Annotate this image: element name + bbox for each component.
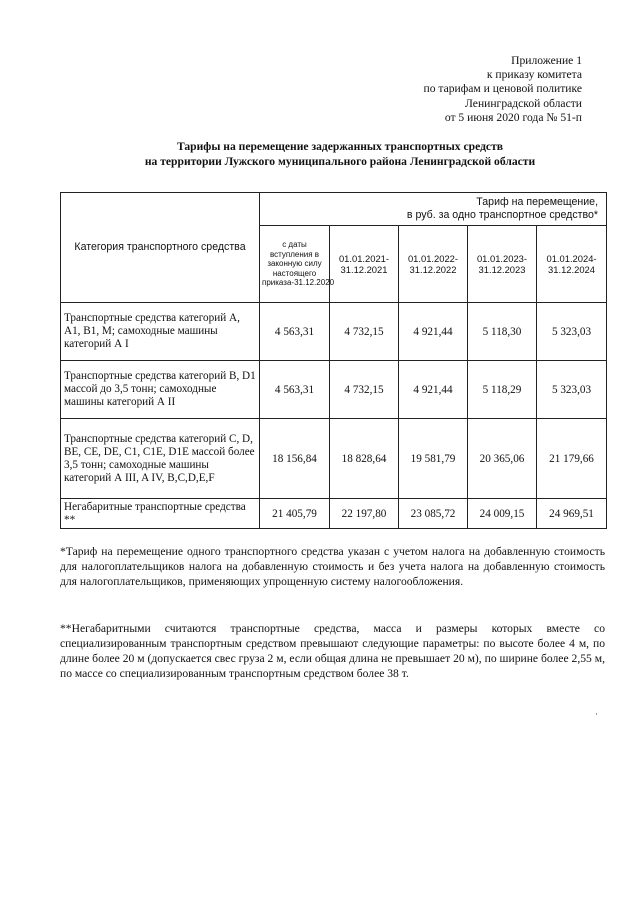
tariff-value: 18 828,64 (330, 419, 399, 499)
appendix-line: от 5 июня 2020 года № 51-п (444, 110, 582, 124)
tariff-value: 4 732,15 (330, 361, 399, 419)
tariff-value: 4 921,44 (399, 303, 468, 361)
tariff-value: 5 323,03 (537, 303, 607, 361)
tariff-value: 22 197,80 (330, 499, 399, 529)
period-header: с даты вступления в законную силу настоящего приказа-31.12.2020 (260, 226, 330, 303)
tariff-value: 5 323,03 (537, 361, 607, 419)
tariff-group-header-line: Тариф на перемещение, (476, 196, 599, 208)
footnote-vat: *Тариф на перемещение одного транспортного средства указан с учетом налога на добавленную стоимость для налогоплательщиков налога на добавленную стоимость и без учета налога на добавленную стоимость для налогоплательщиков, применяющих упрощенную систему налогообложения. (60, 545, 605, 588)
tariff-value: 18 156,84 (260, 419, 330, 499)
title-line-1: Тарифы на перемещение задержанных транспортных средств (176, 140, 504, 153)
period-header: 01.01.2022-31.12.2022 (399, 226, 468, 303)
tariff-value: 24 969,51 (537, 499, 607, 529)
appendix-line: Ленинградской области (465, 96, 582, 110)
footnote-oversized: **Негабаритными считаются транспортные средства, масса и размеры которых вместе со специализированным транспортным средством превышают следующие параметры: по высоте более 4 м, по длине более 20 м (допускается свес груза 2 м, если общая длина не превышает 20 м), по ширине более 2,55 м, по массе со специализированным транспортным средством более 38 т. (60, 622, 605, 680)
table-row (61, 303, 607, 361)
tariff-value: 4 563,31 (260, 303, 330, 361)
appendix-header (322, 54, 582, 125)
appendix-line: Приложение 1 (511, 54, 582, 67)
tariff-value: 19 581,79 (399, 419, 468, 499)
table-row (61, 499, 607, 529)
table-row (61, 419, 607, 499)
tariff-value: 21 405,79 (260, 499, 330, 529)
period-header: 01.01.2021-31.12.2021 (330, 226, 399, 303)
appendix-line: к приказу комитета (486, 68, 582, 82)
tariff-value: 5 118,30 (468, 303, 537, 361)
tariff-value: 4 732,15 (330, 303, 399, 361)
tariff-value: 24 009,15 (468, 499, 537, 529)
tariff-value: 4 921,44 (399, 361, 468, 419)
tariff-value: 4 563,31 (260, 361, 330, 419)
tariff-table (60, 192, 607, 529)
tariff-group-header-line: в руб. за одно транспортное средство* (406, 209, 599, 221)
category-cell: Транспортные средства категорий A, A1, B1, M; самоходные машины категорий А I (61, 303, 260, 361)
category-header: Категория транспортного средства (61, 193, 260, 303)
period-header: 01.01.2024-31.12.2024 (537, 226, 607, 303)
category-cell: Негабаритные транспортные средства ** (61, 499, 260, 529)
category-cell: Транспортные средства категорий B, D1 массой до 3,5 тонн; самоходные машины категорий А II (61, 361, 260, 419)
appendix-line: по тарифам и ценовой политике (423, 82, 582, 96)
tariff-value: 21 179,66 (537, 419, 607, 499)
table-row (61, 361, 607, 419)
tariff-group-header (260, 193, 607, 226)
table-header-row (61, 193, 607, 226)
tariff-value: 20 365,06 (468, 419, 537, 499)
period-header: 01.01.2023-31.12.2023 (468, 226, 537, 303)
category-cell: Транспортные средства категорий C, D, BE, CE, DE, C1, C1E, D1E массой более 3,5 тонн; самоходные машины категорий А III, A IV, B,C,D,E,F (61, 419, 260, 499)
scan-dot (596, 713, 597, 715)
title-line-2: на территории Лужского муниципального района Ленинградской области (144, 155, 536, 168)
tariff-value: 23 085,72 (399, 499, 468, 529)
document-title (60, 139, 620, 169)
tariff-value: 5 118,29 (468, 361, 537, 419)
